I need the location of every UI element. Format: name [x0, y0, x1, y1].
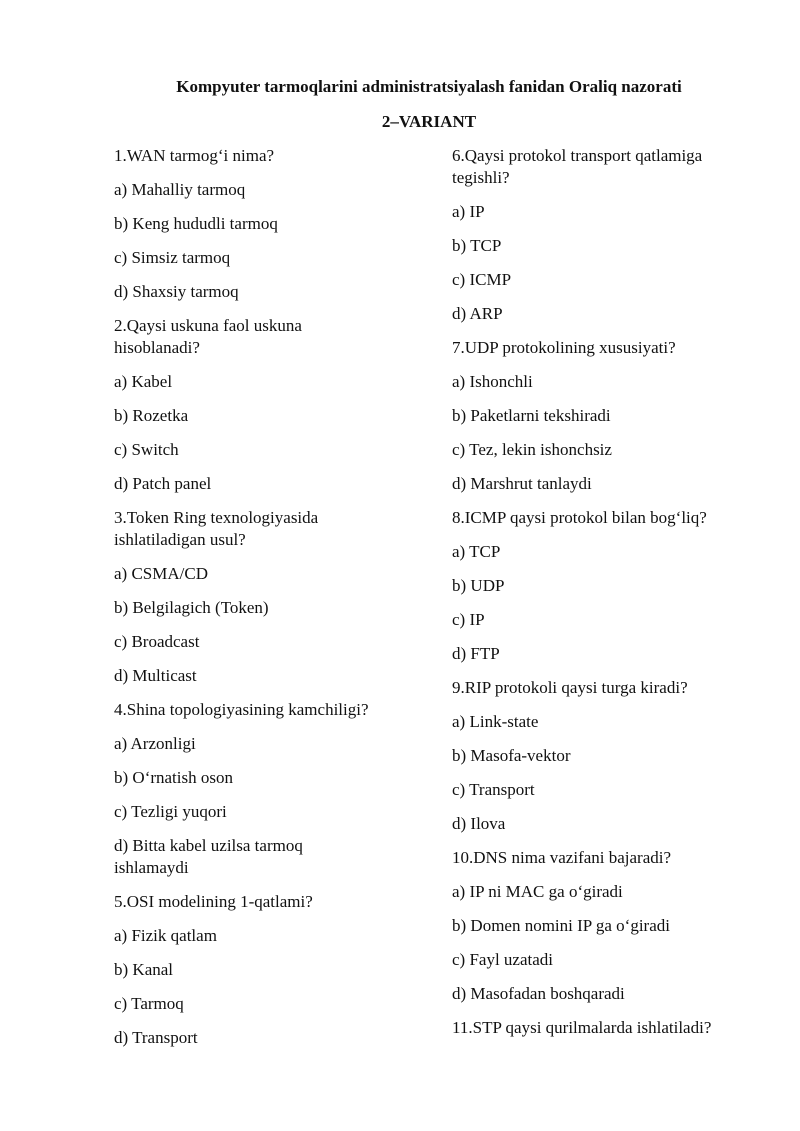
- answer-option: a) Ishonchli: [452, 372, 533, 391]
- answer-option: d) Multicast: [114, 666, 197, 685]
- answer-option: c) Switch: [114, 440, 179, 459]
- answer-option: b) Keng hududli tarmoq: [114, 214, 278, 233]
- question-text: 3.Token Ring texnologiyasida ishlatiladigan usul?: [114, 508, 319, 549]
- answer-option: c) Tezligi yuqori: [114, 802, 227, 821]
- answer-option: b) Kanal: [114, 960, 174, 979]
- answer-option: a) Arzonligi: [114, 734, 196, 753]
- answer-option: c) IP: [452, 610, 485, 629]
- question-text: 1.WAN tarmog‘i nima?: [114, 146, 275, 165]
- answer-option: a) Mahalliy tarmoq: [114, 180, 246, 199]
- question-text: 7.UDP protokolining xususiyati?: [452, 338, 676, 357]
- answer-option: b) Paketlarni tekshiradi: [452, 406, 611, 425]
- answer-option: a) CSMA/CD: [114, 564, 208, 583]
- question-text: 2.Qaysi uskuna faol uskuna hisoblanadi?: [114, 316, 302, 357]
- answer-option: a) Kabel: [114, 372, 173, 391]
- answer-option: c) Simsiz tarmoq: [114, 248, 231, 267]
- answer-option: b) Domen nomini IP ga o‘giradi: [452, 916, 670, 935]
- answer-option: b) TCP: [452, 236, 502, 255]
- answer-option: d) Ilova: [452, 814, 506, 833]
- answer-option: a) Fizik qatlam: [114, 926, 217, 945]
- answer-option: c) ICMP: [452, 270, 512, 289]
- answer-option: b) O‘rnatish oson: [114, 768, 233, 787]
- answer-option: b) Rozetka: [114, 406, 189, 425]
- question-text: 8.ICMP qaysi protokol bilan bog‘liq?: [452, 508, 707, 527]
- answer-option: a) Link-state: [452, 712, 539, 731]
- variant-heading: 2–VARIANT: [381, 112, 477, 131]
- answer-option: d) Marshrut tanlaydi: [452, 474, 592, 493]
- answer-option: a) IP: [452, 202, 485, 221]
- question-text: 4.Shina topologiyasining kamchiligi?: [114, 700, 369, 719]
- answer-option: d) Masofadan boshqaradi: [452, 984, 625, 1003]
- answer-option: d) Patch panel: [114, 474, 212, 493]
- document-title: Kompyuter tarmoqlarini administratsiyalash fanidan Oraliq nazorati: [176, 77, 682, 96]
- answer-option: a) IP ni MAC ga o‘giradi: [452, 882, 623, 901]
- answer-option: c) Fayl uzatadi: [452, 950, 554, 969]
- answer-option: b) Belgilagich (Token): [114, 598, 269, 617]
- question-text: 5.OSI modelining 1-qatlami?: [114, 892, 313, 911]
- right-question-column: [452, 145, 752, 1051]
- answer-option: b) UDP: [452, 576, 505, 595]
- question-text: 10.DNS nima vazifani bajaradi?: [452, 848, 672, 867]
- left-question-column: [114, 145, 414, 1061]
- answer-option: b) Masofa-vektor: [452, 746, 571, 765]
- answer-option: c) Tarmoq: [114, 994, 184, 1013]
- question-text: 11.STP qaysi qurilmalarda ishlatiladi?: [452, 1018, 712, 1037]
- answer-option: c) Transport: [452, 780, 535, 799]
- answer-option: d) FTP: [452, 644, 500, 663]
- question-text: 9.RIP protokoli qaysi turga kiradi?: [452, 678, 688, 697]
- question-text: 6.Qaysi protokol transport qatlamiga tegishli?: [452, 146, 703, 187]
- answer-option: a) TCP: [452, 542, 501, 561]
- answer-option: d) Bitta kabel uzilsa tarmoq ishlamaydi: [114, 836, 303, 877]
- answer-option: c) Broadcast: [114, 632, 200, 651]
- answer-option: d) ARP: [452, 304, 503, 323]
- answer-option: c) Tez, lekin ishonchsiz: [452, 440, 612, 459]
- answer-option: d) Shaxsiy tarmoq: [114, 282, 239, 301]
- answer-option: d) Transport: [114, 1028, 198, 1047]
